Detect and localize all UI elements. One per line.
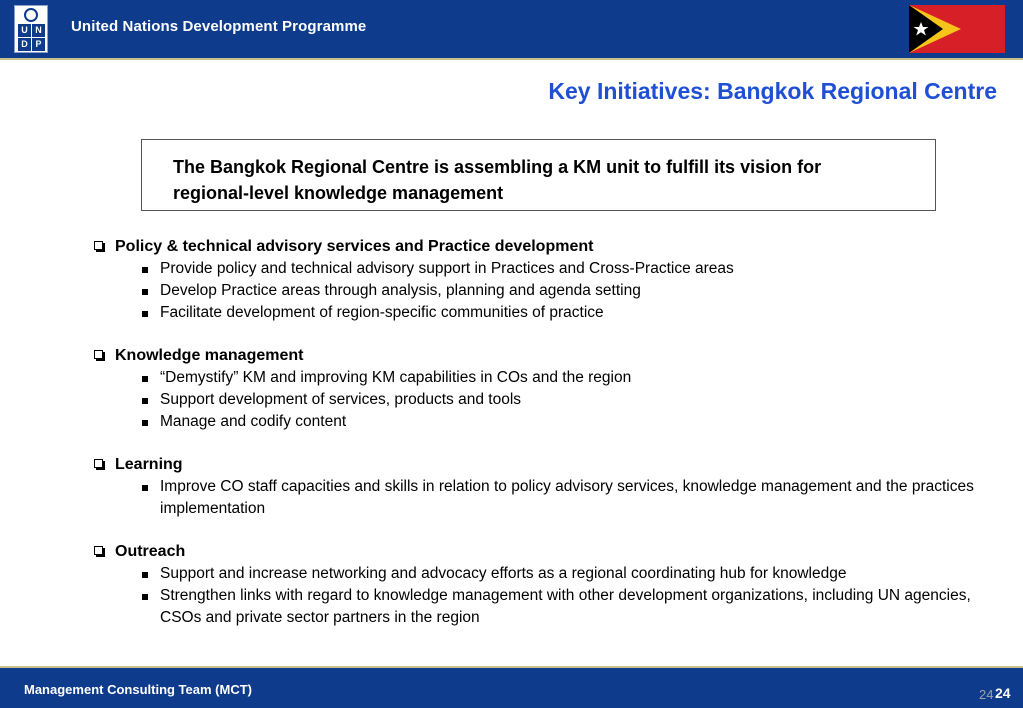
header-bar xyxy=(0,0,1023,58)
list-item-text: Manage and codify content xyxy=(160,413,347,430)
list-item xyxy=(92,302,992,324)
section-heading-text: Policy & technical advisory services and Practice development xyxy=(115,238,594,255)
page-number: 24 xyxy=(995,685,1011,701)
list-item xyxy=(92,563,992,585)
checkbox-bullet-icon xyxy=(94,459,103,468)
list-item-text: Support and increase networking and advocacy efforts as a regional coordinating hub for knowledge xyxy=(160,565,847,582)
square-bullet-icon xyxy=(142,485,148,491)
logo-letter: N xyxy=(32,24,45,37)
list-item xyxy=(92,389,992,411)
section-outreach xyxy=(92,541,992,629)
list-item-text: Strengthen links with regard to knowledge management with other development organizations, including UN agencies, CSOs and private sector partners in the region xyxy=(160,587,971,626)
square-bullet-icon xyxy=(142,572,148,578)
section-learning xyxy=(92,454,992,520)
list-item xyxy=(92,367,992,389)
undp-logo xyxy=(14,5,48,53)
square-bullet-icon xyxy=(142,420,148,426)
list-item xyxy=(92,585,992,629)
logo-letter: P xyxy=(32,38,45,51)
list-item xyxy=(92,258,992,280)
section-heading xyxy=(92,454,992,476)
callout-box xyxy=(141,139,936,211)
slide-title: Key Initiatives: Bangkok Regional Centre xyxy=(548,78,997,104)
section-policy-advisory xyxy=(92,236,992,324)
logo-letter: D xyxy=(18,38,31,51)
page-number-shadow: 24 xyxy=(979,687,994,702)
checkbox-bullet-icon xyxy=(94,350,103,359)
list-item xyxy=(92,280,992,302)
square-bullet-icon xyxy=(142,398,148,404)
section-heading-text: Learning xyxy=(115,456,183,473)
square-bullet-icon xyxy=(142,289,148,295)
section-knowledge-management xyxy=(92,345,992,433)
section-heading xyxy=(92,345,992,367)
checkbox-bullet-icon xyxy=(94,241,103,250)
square-bullet-icon xyxy=(142,267,148,273)
header-divider xyxy=(0,58,1023,60)
checkbox-bullet-icon xyxy=(94,546,103,555)
un-emblem-icon xyxy=(24,8,38,22)
square-bullet-icon xyxy=(142,376,148,382)
callout-text: The Bangkok Regional Centre is assembling a KM unit to fulfill its vision for regional-level knowledge management xyxy=(173,157,822,203)
logo-letter: U xyxy=(18,24,31,37)
square-bullet-icon xyxy=(142,594,148,600)
list-item xyxy=(92,411,992,433)
footer-team-name: Management Consulting Team (MCT) xyxy=(24,682,252,697)
section-heading xyxy=(92,236,992,258)
square-bullet-icon xyxy=(142,311,148,317)
list-item-text: Provide policy and technical advisory support in Practices and Cross-Practice areas xyxy=(160,260,734,277)
section-heading-text: Knowledge management xyxy=(115,347,304,364)
section-heading-text: Outreach xyxy=(115,543,186,560)
list-item xyxy=(92,476,992,520)
initiatives-list xyxy=(92,236,992,650)
list-item-text: “Demystify” KM and improving KM capabilities in COs and the region xyxy=(160,369,632,386)
footer-bar xyxy=(0,668,1023,708)
list-item-text: Develop Practice areas through analysis, planning and agenda setting xyxy=(160,282,641,299)
organization-name: United Nations Development Programme xyxy=(71,18,367,35)
section-heading xyxy=(92,541,992,563)
list-item-text: Improve CO staff capacities and skills in relation to policy advisory services, knowledge management and the practices implementation xyxy=(160,478,974,517)
list-item-text: Facilitate development of region-specific communities of practice xyxy=(160,304,604,321)
list-item-text: Support development of services, products and tools xyxy=(160,391,522,408)
timor-leste-flag-icon xyxy=(909,5,1005,53)
